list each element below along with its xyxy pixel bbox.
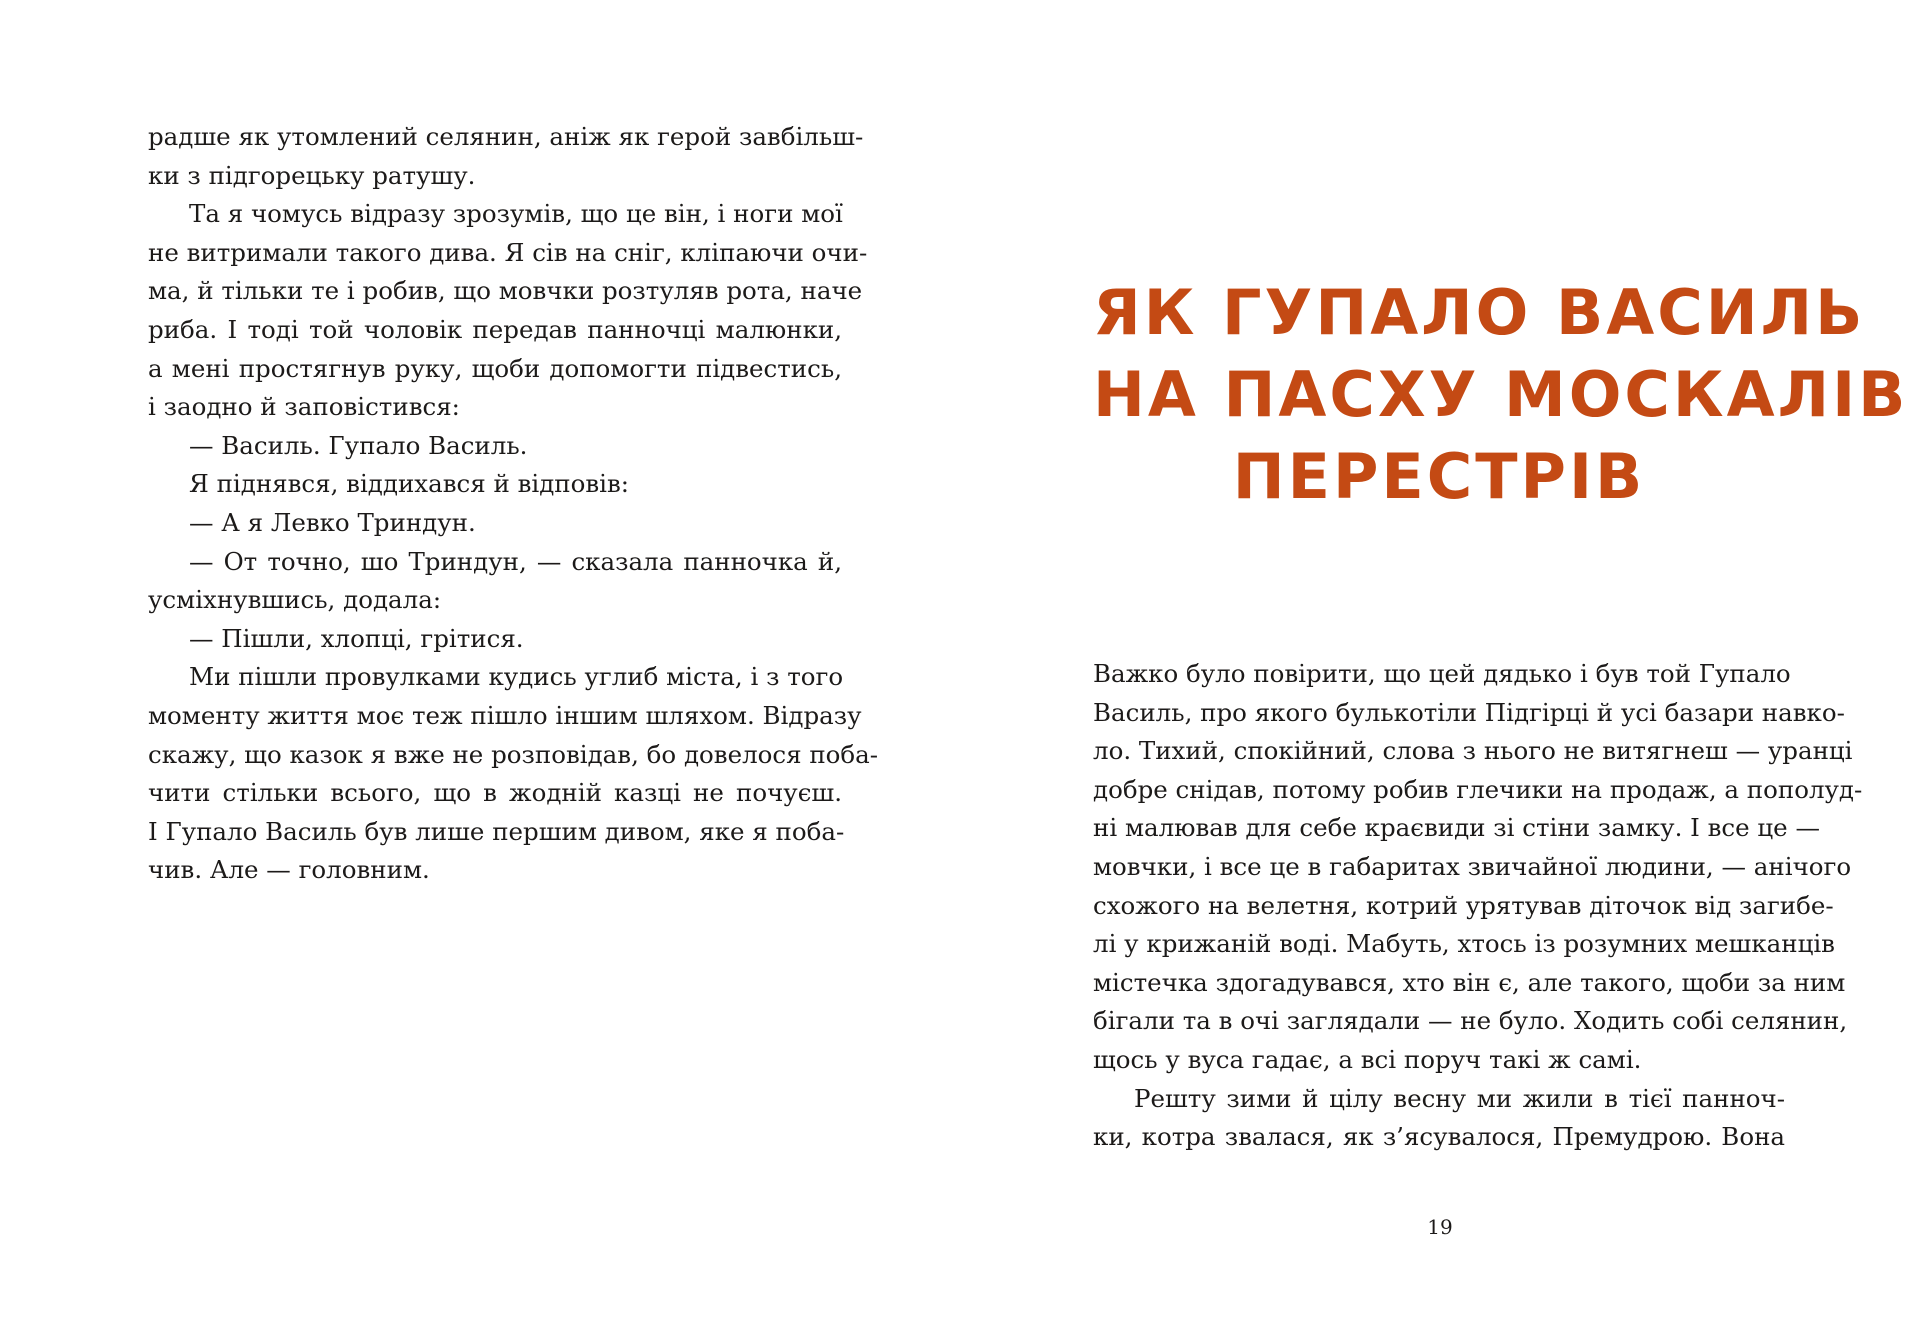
- right-page-body: [1093, 655, 1863, 1157]
- chapter-title-line-1: ЯК ГУПАЛО ВАСИЛЬ: [1093, 276, 1866, 349]
- chapter-title-line-3: ПЕРЕСТРІВ: [1232, 440, 1646, 513]
- left-text-line: І Гупало Василь був лише першим дивом, яке я поба-: [148, 816, 845, 846]
- left-text-line: скажу, що казок я вже не розповідав, бо довелося поба-: [148, 739, 879, 769]
- page-number: 19: [1427, 1215, 1453, 1239]
- left-text-line: — От точно, шо Триндун, — сказала панночка й,: [189, 546, 842, 576]
- left-text-line: чити стільки всього, що в жодній казці не почуєш.: [148, 778, 842, 808]
- left-text-line: а мені простягнув руку, щоби допомогти підвестись,: [148, 353, 842, 383]
- right-text-line: лі у крижаній воді. Мабуть, хтось із розумних мешканців: [1093, 929, 1835, 959]
- left-text-line: — Василь. Гупало Василь.: [189, 430, 528, 460]
- left-text-line: не витримали такого дива. Я сів на сніг, кліпаючи очи-: [148, 237, 868, 267]
- right-text-line: мовчки, і все це в габаритах звичайної людини, — анічого: [1093, 851, 1852, 881]
- right-text-line: містечка здогадувався, хто він є, але такого, щоби за ним: [1093, 967, 1846, 997]
- left-text-line: чив. Але — головним.: [148, 855, 430, 885]
- right-text-line: Важко було повірити, що цей дядько і був той Гупало: [1093, 659, 1791, 688]
- left-text-line: риба. І тоді той чоловік передав панночці малюнки,: [148, 314, 842, 344]
- left-text-line: ки з підгорецьку ратушу.: [148, 160, 476, 190]
- right-text-line: бігали та в очі заглядали — не було. Ходить собі селянин,: [1093, 1006, 1848, 1036]
- chapter-title: [1093, 272, 1909, 518]
- left-text-line: Та я чомусь відразу зрозумів, що це він, і ноги мої: [189, 199, 843, 229]
- right-text-line: Решту зими й цілу весну ми жили в тієї панноч-: [1134, 1083, 1785, 1113]
- left-page-body: [148, 118, 879, 890]
- chapter-title-line-2: НА ПАСХУ МОСКАЛІВ: [1093, 358, 1909, 431]
- left-text-line: радше як утомлений селянин, аніж як герой завбільш-: [148, 122, 864, 151]
- right-text-line: схожого на велетня, котрий урятував діточок від загибе-: [1093, 890, 1834, 920]
- left-text-line: — Пішли, хлопці, грітися.: [189, 623, 524, 653]
- left-text-line: моменту життя моє теж пішло іншим шляхом. Відразу: [148, 700, 862, 730]
- right-text-line: ло. Тихий, спокійний, слова з нього не витягнеш — уранці: [1093, 736, 1853, 766]
- left-text-line: Я піднявся, віддихався й відповів:: [189, 469, 630, 499]
- left-text-line: ма, й тільки те і робив, що мовчки розтуляв рота, наче: [148, 276, 863, 306]
- right-text-line: ки, котра звалася, як з’ясувалося, Премудрою. Вона: [1093, 1122, 1785, 1152]
- right-text-line: ні малював для себе краєвиди зі стіни замку. І все це —: [1093, 813, 1820, 843]
- left-text-line: — А я Левко Триндун.: [189, 507, 476, 537]
- left-text-line: і заодно й заповістився:: [148, 392, 460, 422]
- left-text-line: Ми пішли провулками кудись углиб міста, і з того: [189, 662, 844, 692]
- right-text-line: добре снідав, потому робив глечики на продаж, а пополуд-: [1093, 774, 1863, 804]
- right-text-line: Василь, про якого булькотіли Підгірці й усі базари навко-: [1093, 697, 1845, 727]
- right-text-line: щось у вуса гадає, а всі поруч такі ж самі.: [1093, 1044, 1642, 1074]
- left-text-line: усміхнувшись, додала:: [148, 585, 442, 615]
